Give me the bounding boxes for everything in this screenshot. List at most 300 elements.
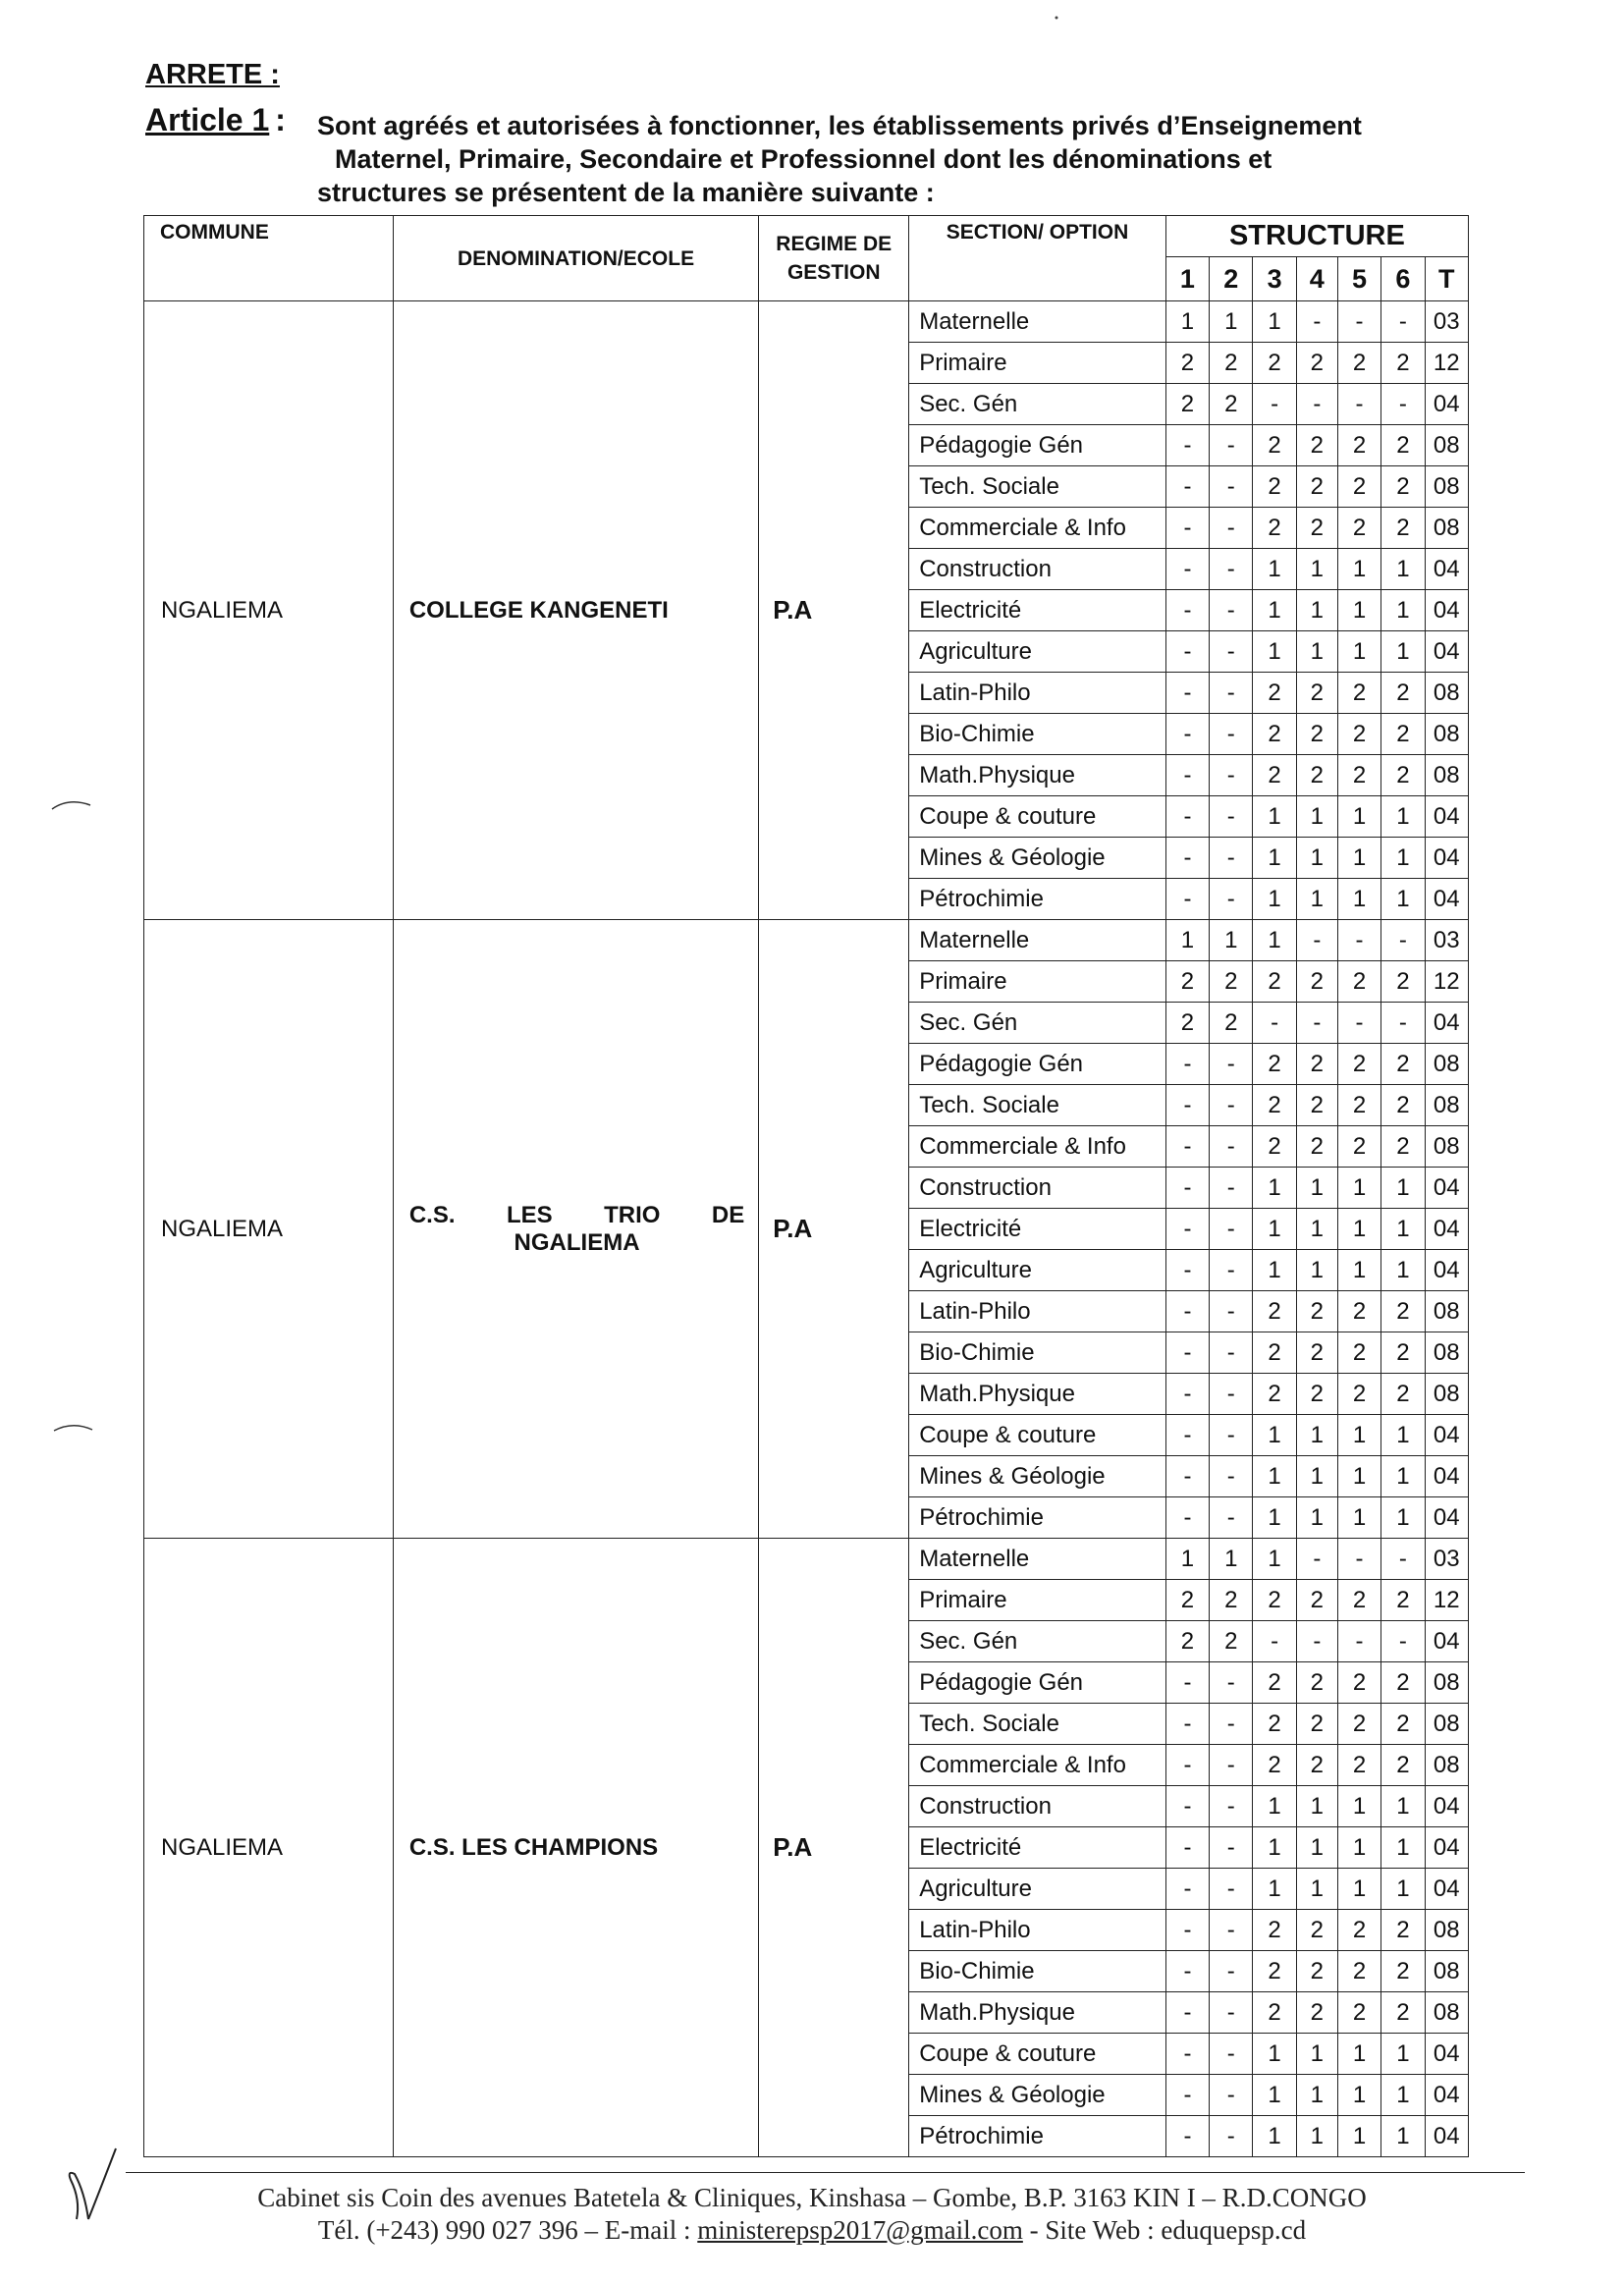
level-4-cell: 2 — [1296, 1951, 1337, 1992]
section-option-cell: Commerciale & Info — [909, 508, 1166, 549]
level-3-cell: 1 — [1253, 1497, 1296, 1539]
level-6-cell: 2 — [1381, 1291, 1425, 1332]
level-6-cell: 1 — [1381, 1869, 1425, 1910]
level-6-cell: 2 — [1381, 1910, 1425, 1951]
level-3-cell: 2 — [1253, 1580, 1296, 1621]
level-5-cell: - — [1337, 920, 1380, 961]
section-option-cell: Pédagogie Gén — [909, 425, 1166, 466]
total-cell: 08 — [1425, 1951, 1468, 1992]
section-option-cell: Agriculture — [909, 631, 1166, 673]
total-cell: 04 — [1425, 838, 1468, 879]
level-4-cell: 2 — [1296, 755, 1337, 796]
level-6-cell: 2 — [1381, 1085, 1425, 1126]
level-4-cell: 1 — [1296, 1250, 1337, 1291]
section-option-cell: Latin-Philo — [909, 1910, 1166, 1951]
level-1-cell: - — [1165, 1085, 1209, 1126]
level-1-cell: - — [1165, 1044, 1209, 1085]
total-cell: 04 — [1425, 2075, 1468, 2116]
header-level-4: 4 — [1296, 257, 1337, 301]
level-4-cell: 2 — [1296, 343, 1337, 384]
level-4-cell: 2 — [1296, 1044, 1337, 1085]
total-cell: 04 — [1425, 1621, 1468, 1662]
level-2-cell: - — [1210, 1704, 1253, 1745]
total-cell: 08 — [1425, 673, 1468, 714]
table-row — [144, 1539, 1469, 1580]
level-1-cell: - — [1165, 508, 1209, 549]
level-3-cell: 1 — [1253, 1456, 1296, 1497]
total-cell: 03 — [1425, 301, 1468, 343]
level-4-cell: - — [1296, 1539, 1337, 1580]
level-1-cell: - — [1165, 1250, 1209, 1291]
section-option-cell: Electricité — [909, 1209, 1166, 1250]
level-5-cell: 1 — [1337, 1827, 1380, 1869]
level-5-cell: 1 — [1337, 879, 1380, 920]
article-colon: : — [275, 102, 286, 137]
section-option-cell: Sec. Gén — [909, 384, 1166, 425]
total-cell: 04 — [1425, 879, 1468, 920]
arrete-heading: ARRETE : — [145, 59, 280, 90]
level-3-cell: 2 — [1253, 1992, 1296, 2034]
level-2-cell: - — [1210, 714, 1253, 755]
section-option-cell: Primaire — [909, 343, 1166, 384]
level-2-cell: - — [1210, 1291, 1253, 1332]
section-option-cell: Primaire — [909, 1580, 1166, 1621]
section-option-cell: Maternelle — [909, 920, 1166, 961]
level-3-cell: 1 — [1253, 2034, 1296, 2075]
level-2-cell: - — [1210, 2075, 1253, 2116]
level-6-cell: - — [1381, 1539, 1425, 1580]
level-1-cell: - — [1165, 1374, 1209, 1415]
level-1-cell: - — [1165, 673, 1209, 714]
total-cell: 04 — [1425, 549, 1468, 590]
school-name-word: LES — [506, 1201, 553, 1228]
level-2-cell: - — [1210, 1662, 1253, 1704]
level-3-cell: 2 — [1253, 508, 1296, 549]
total-cell: 08 — [1425, 755, 1468, 796]
level-4-cell: 2 — [1296, 1374, 1337, 1415]
level-4-cell: 2 — [1296, 508, 1337, 549]
level-1-cell: 1 — [1165, 301, 1209, 343]
level-5-cell: 2 — [1337, 714, 1380, 755]
level-6-cell: 1 — [1381, 1209, 1425, 1250]
level-6-cell: 1 — [1381, 1456, 1425, 1497]
level-5-cell: 2 — [1337, 1044, 1380, 1085]
level-3-cell: 2 — [1253, 1291, 1296, 1332]
total-cell: 08 — [1425, 1085, 1468, 1126]
level-2-cell: - — [1210, 879, 1253, 920]
level-4-cell: 2 — [1296, 466, 1337, 508]
level-5-cell: 2 — [1337, 1291, 1380, 1332]
level-2-cell: - — [1210, 2034, 1253, 2075]
level-3-cell: 1 — [1253, 2075, 1296, 2116]
level-1-cell: - — [1165, 1704, 1209, 1745]
section-option-cell: Mines & Géologie — [909, 2075, 1166, 2116]
level-3-cell: 1 — [1253, 1168, 1296, 1209]
level-3-cell: 1 — [1253, 631, 1296, 673]
section-option-cell: Math.Physique — [909, 1374, 1166, 1415]
level-4-cell: 2 — [1296, 714, 1337, 755]
footer-contact — [0, 2214, 1624, 2247]
level-4-cell: 1 — [1296, 879, 1337, 920]
level-4-cell: 1 — [1296, 1827, 1337, 1869]
section-option-cell: Mines & Géologie — [909, 1456, 1166, 1497]
level-6-cell: 2 — [1381, 1332, 1425, 1374]
level-4-cell: - — [1296, 301, 1337, 343]
section-option-cell: Tech. Sociale — [909, 1704, 1166, 1745]
level-6-cell: 2 — [1381, 673, 1425, 714]
section-option-cell: Construction — [909, 549, 1166, 590]
level-1-cell: - — [1165, 549, 1209, 590]
level-2-cell: - — [1210, 1168, 1253, 1209]
level-1-cell: - — [1165, 631, 1209, 673]
footer-address: Cabinet sis Coin des avenues Batetela & Cliniques, Kinshasa – Gombe, B.P. 3163 KIN I – R.D.CONGO — [257, 2183, 1367, 2212]
level-3-cell: 2 — [1253, 755, 1296, 796]
footer — [0, 2182, 1624, 2247]
header-level-5: 5 — [1337, 257, 1380, 301]
total-cell: 12 — [1425, 961, 1468, 1003]
section-option-cell: Pétrochimie — [909, 2116, 1166, 2157]
level-5-cell: - — [1337, 301, 1380, 343]
level-5-cell: 2 — [1337, 1704, 1380, 1745]
school-name-cell — [393, 920, 758, 1539]
section-option-cell: Tech. Sociale — [909, 1085, 1166, 1126]
level-1-cell: - — [1165, 796, 1209, 838]
section-option-cell: Maternelle — [909, 1539, 1166, 1580]
level-4-cell: 2 — [1296, 961, 1337, 1003]
commune-cell: NGALIEMA — [144, 920, 394, 1539]
level-5-cell: 2 — [1337, 343, 1380, 384]
level-5-cell: 1 — [1337, 1456, 1380, 1497]
level-3-cell: 2 — [1253, 1662, 1296, 1704]
level-1-cell: - — [1165, 590, 1209, 631]
level-6-cell: 2 — [1381, 1044, 1425, 1085]
level-5-cell: 1 — [1337, 631, 1380, 673]
level-1-cell: - — [1165, 1992, 1209, 2034]
level-6-cell: 1 — [1381, 879, 1425, 920]
level-1-cell: - — [1165, 466, 1209, 508]
level-2-cell: 1 — [1210, 301, 1253, 343]
level-6-cell: 2 — [1381, 343, 1425, 384]
level-1-cell: 2 — [1165, 1621, 1209, 1662]
level-2-cell: - — [1210, 1250, 1253, 1291]
initials-signature — [59, 2141, 128, 2224]
level-6-cell: 2 — [1381, 1374, 1425, 1415]
footer-phone: Tél. (+243) 990 027 396 – E-mail : — [317, 2215, 698, 2245]
level-6-cell: 2 — [1381, 1662, 1425, 1704]
level-2-cell: - — [1210, 549, 1253, 590]
level-3-cell: 1 — [1253, 590, 1296, 631]
article-text-line-2: Maternel, Primaire, Secondaire et Professionnel dont les dénominations et — [335, 144, 1272, 174]
level-5-cell: 1 — [1337, 1869, 1380, 1910]
level-6-cell: 1 — [1381, 1168, 1425, 1209]
margin-pen-mark — [49, 793, 94, 813]
level-3-cell: 2 — [1253, 1332, 1296, 1374]
level-4-cell: 1 — [1296, 2116, 1337, 2157]
level-5-cell: 1 — [1337, 1415, 1380, 1456]
total-cell: 04 — [1425, 1786, 1468, 1827]
total-cell: 04 — [1425, 1003, 1468, 1044]
level-2-cell: 2 — [1210, 1621, 1253, 1662]
level-5-cell: 2 — [1337, 1085, 1380, 1126]
level-6-cell: 1 — [1381, 1415, 1425, 1456]
level-3-cell: 1 — [1253, 796, 1296, 838]
total-cell: 08 — [1425, 1992, 1468, 2034]
total-cell: 04 — [1425, 384, 1468, 425]
level-2-cell: - — [1210, 1415, 1253, 1456]
level-1-cell: 2 — [1165, 343, 1209, 384]
level-3-cell: - — [1253, 1003, 1296, 1044]
total-cell: 04 — [1425, 1168, 1468, 1209]
level-5-cell: 2 — [1337, 466, 1380, 508]
header-commune: COMMUNE — [144, 216, 394, 301]
level-3-cell: 2 — [1253, 1704, 1296, 1745]
level-4-cell: 1 — [1296, 2034, 1337, 2075]
level-4-cell: 1 — [1296, 1869, 1337, 1910]
level-5-cell: 1 — [1337, 549, 1380, 590]
level-1-cell: - — [1165, 838, 1209, 879]
total-cell: 04 — [1425, 1869, 1468, 1910]
level-6-cell: 1 — [1381, 1497, 1425, 1539]
level-2-cell: - — [1210, 1497, 1253, 1539]
level-6-cell: 2 — [1381, 1580, 1425, 1621]
school-name-line-1 — [409, 1202, 744, 1229]
level-1-cell: - — [1165, 1168, 1209, 1209]
level-6-cell: 2 — [1381, 961, 1425, 1003]
section-option-cell: Agriculture — [909, 1869, 1166, 1910]
level-2-cell: 2 — [1210, 961, 1253, 1003]
level-3-cell: 1 — [1253, 301, 1296, 343]
section-option-cell: Pétrochimie — [909, 1497, 1166, 1539]
level-6-cell: - — [1381, 1003, 1425, 1044]
level-5-cell: 1 — [1337, 1786, 1380, 1827]
section-option-cell: Bio-Chimie — [909, 714, 1166, 755]
section-option-cell: Agriculture — [909, 1250, 1166, 1291]
regime-cell: P.A — [759, 1539, 909, 2157]
level-3-cell: 2 — [1253, 1374, 1296, 1415]
level-6-cell: 1 — [1381, 838, 1425, 879]
level-4-cell: - — [1296, 384, 1337, 425]
total-cell: 08 — [1425, 714, 1468, 755]
level-3-cell: 2 — [1253, 466, 1296, 508]
total-cell: 08 — [1425, 1332, 1468, 1374]
level-1-cell: - — [1165, 714, 1209, 755]
level-1-cell: - — [1165, 1291, 1209, 1332]
level-2-cell: - — [1210, 2116, 1253, 2157]
total-cell: 12 — [1425, 343, 1468, 384]
level-5-cell: 2 — [1337, 1374, 1380, 1415]
level-5-cell: 2 — [1337, 508, 1380, 549]
table-header — [144, 216, 1469, 301]
level-3-cell: 2 — [1253, 425, 1296, 466]
header-section-option: SECTION/ OPTION — [909, 216, 1166, 301]
level-1-cell: 1 — [1165, 1539, 1209, 1580]
regime-cell: P.A — [759, 301, 909, 920]
level-2-cell: - — [1210, 1332, 1253, 1374]
total-cell: 04 — [1425, 1456, 1468, 1497]
total-cell: 04 — [1425, 1250, 1468, 1291]
level-2-cell: - — [1210, 1374, 1253, 1415]
level-4-cell: 1 — [1296, 796, 1337, 838]
header-structure: STRUCTURE — [1165, 216, 1468, 257]
total-cell: 08 — [1425, 508, 1468, 549]
level-5-cell: 2 — [1337, 1662, 1380, 1704]
level-6-cell: 1 — [1381, 796, 1425, 838]
level-6-cell: 1 — [1381, 2116, 1425, 2157]
level-4-cell: 2 — [1296, 1992, 1337, 2034]
level-2-cell: 2 — [1210, 1580, 1253, 1621]
commune-cell: NGALIEMA — [144, 1539, 394, 2157]
level-5-cell: 2 — [1337, 1126, 1380, 1168]
level-1-cell: 1 — [1165, 920, 1209, 961]
level-1-cell: - — [1165, 2075, 1209, 2116]
level-5-cell: 2 — [1337, 1580, 1380, 1621]
level-4-cell: 2 — [1296, 1332, 1337, 1374]
header-denomination: DENOMINATION/ECOLE — [393, 216, 758, 301]
level-1-cell: - — [1165, 1951, 1209, 1992]
level-1-cell: - — [1165, 879, 1209, 920]
school-name-word: DE — [711, 1201, 745, 1228]
total-cell: 04 — [1425, 1415, 1468, 1456]
total-cell: 04 — [1425, 590, 1468, 631]
total-cell: 04 — [1425, 631, 1468, 673]
level-4-cell: 1 — [1296, 1456, 1337, 1497]
level-6-cell: 2 — [1381, 1126, 1425, 1168]
level-6-cell: 1 — [1381, 590, 1425, 631]
level-4-cell: 1 — [1296, 549, 1337, 590]
school-name-cell: C.S. LES CHAMPIONS — [393, 1539, 758, 2157]
level-5-cell: 1 — [1337, 1497, 1380, 1539]
level-2-cell: - — [1210, 1992, 1253, 2034]
section-option-cell: Sec. Gén — [909, 1621, 1166, 1662]
level-2-cell: - — [1210, 1951, 1253, 1992]
level-4-cell: 1 — [1296, 1786, 1337, 1827]
section-option-cell: Commerciale & Info — [909, 1745, 1166, 1786]
level-6-cell: - — [1381, 384, 1425, 425]
total-cell: 03 — [1425, 920, 1468, 961]
level-2-cell: - — [1210, 1827, 1253, 1869]
level-3-cell: 2 — [1253, 1126, 1296, 1168]
section-option-cell: Tech. Sociale — [909, 466, 1166, 508]
level-2-cell: 2 — [1210, 1003, 1253, 1044]
level-2-cell: - — [1210, 1126, 1253, 1168]
level-6-cell: - — [1381, 301, 1425, 343]
level-1-cell: 2 — [1165, 1580, 1209, 1621]
table-row — [144, 920, 1469, 961]
level-6-cell: 2 — [1381, 425, 1425, 466]
level-1-cell: - — [1165, 1497, 1209, 1539]
level-5-cell: - — [1337, 1539, 1380, 1580]
header-level-2: 2 — [1210, 257, 1253, 301]
level-6-cell: 1 — [1381, 2075, 1425, 2116]
table-row — [144, 301, 1469, 343]
level-1-cell: - — [1165, 1869, 1209, 1910]
level-1-cell: - — [1165, 1209, 1209, 1250]
school-name-cell: COLLEGE KANGENETI — [393, 301, 758, 920]
level-2-cell: - — [1210, 1209, 1253, 1250]
level-4-cell: 1 — [1296, 1415, 1337, 1456]
level-6-cell: 1 — [1381, 2034, 1425, 2075]
level-1-cell: - — [1165, 425, 1209, 466]
level-3-cell: 1 — [1253, 1415, 1296, 1456]
level-5-cell: 2 — [1337, 673, 1380, 714]
level-5-cell: - — [1337, 384, 1380, 425]
level-4-cell: - — [1296, 1621, 1337, 1662]
section-option-cell: Coupe & couture — [909, 2034, 1166, 2075]
level-5-cell: 2 — [1337, 1332, 1380, 1374]
level-3-cell: 2 — [1253, 1085, 1296, 1126]
level-1-cell: - — [1165, 1827, 1209, 1869]
header-regime: REGIME DE GESTION — [759, 216, 909, 301]
school-name-word: TRIO — [604, 1201, 661, 1228]
header-level-3: 3 — [1253, 257, 1296, 301]
article-text — [317, 109, 1525, 209]
total-cell: 04 — [1425, 1209, 1468, 1250]
section-option-cell: Sec. Gén — [909, 1003, 1166, 1044]
level-1-cell: - — [1165, 1786, 1209, 1827]
footer-divider — [126, 2172, 1525, 2173]
level-3-cell: 1 — [1253, 2116, 1296, 2157]
level-3-cell: 2 — [1253, 961, 1296, 1003]
level-3-cell: 2 — [1253, 1745, 1296, 1786]
level-4-cell: 2 — [1296, 1704, 1337, 1745]
level-5-cell: 2 — [1337, 1910, 1380, 1951]
total-cell: 08 — [1425, 1126, 1468, 1168]
level-6-cell: 2 — [1381, 714, 1425, 755]
level-6-cell: 1 — [1381, 1786, 1425, 1827]
level-6-cell: - — [1381, 1621, 1425, 1662]
level-1-cell: - — [1165, 1745, 1209, 1786]
section-option-cell: Construction — [909, 1786, 1166, 1827]
total-cell: 08 — [1425, 1291, 1468, 1332]
level-2-cell: - — [1210, 1044, 1253, 1085]
level-4-cell: 1 — [1296, 2075, 1337, 2116]
level-1-cell: - — [1165, 2116, 1209, 2157]
level-6-cell: 1 — [1381, 549, 1425, 590]
level-2-cell: - — [1210, 1456, 1253, 1497]
level-6-cell: 2 — [1381, 1704, 1425, 1745]
article-text-line-3: structures se présentent de la manière suivante : — [317, 178, 935, 207]
level-3-cell: - — [1253, 1621, 1296, 1662]
section-option-cell: Electricité — [909, 1827, 1166, 1869]
total-cell: 12 — [1425, 1580, 1468, 1621]
section-option-cell: Maternelle — [909, 301, 1166, 343]
level-4-cell: 2 — [1296, 1085, 1337, 1126]
level-4-cell: 2 — [1296, 1580, 1337, 1621]
level-2-cell: - — [1210, 1786, 1253, 1827]
level-4-cell: 2 — [1296, 1662, 1337, 1704]
footer-email-link[interactable]: ministerepsp2017@gmail.com — [697, 2215, 1023, 2245]
level-5-cell: 2 — [1337, 755, 1380, 796]
level-2-cell: 2 — [1210, 384, 1253, 425]
level-2-cell: - — [1210, 1085, 1253, 1126]
level-6-cell: 2 — [1381, 1951, 1425, 1992]
header-level-1: 1 — [1165, 257, 1209, 301]
level-2-cell: - — [1210, 673, 1253, 714]
level-1-cell: - — [1165, 755, 1209, 796]
section-option-cell: Electricité — [909, 590, 1166, 631]
level-3-cell: 2 — [1253, 714, 1296, 755]
total-cell: 08 — [1425, 1662, 1468, 1704]
level-4-cell: 2 — [1296, 1910, 1337, 1951]
section-option-cell: Coupe & couture — [909, 796, 1166, 838]
margin-pen-mark — [51, 1417, 96, 1437]
total-cell: 08 — [1425, 466, 1468, 508]
section-option-cell: Pédagogie Gén — [909, 1662, 1166, 1704]
level-5-cell: 2 — [1337, 1992, 1380, 2034]
level-2-cell: - — [1210, 1910, 1253, 1951]
commune-cell: NGALIEMA — [144, 301, 394, 920]
level-6-cell: 2 — [1381, 466, 1425, 508]
